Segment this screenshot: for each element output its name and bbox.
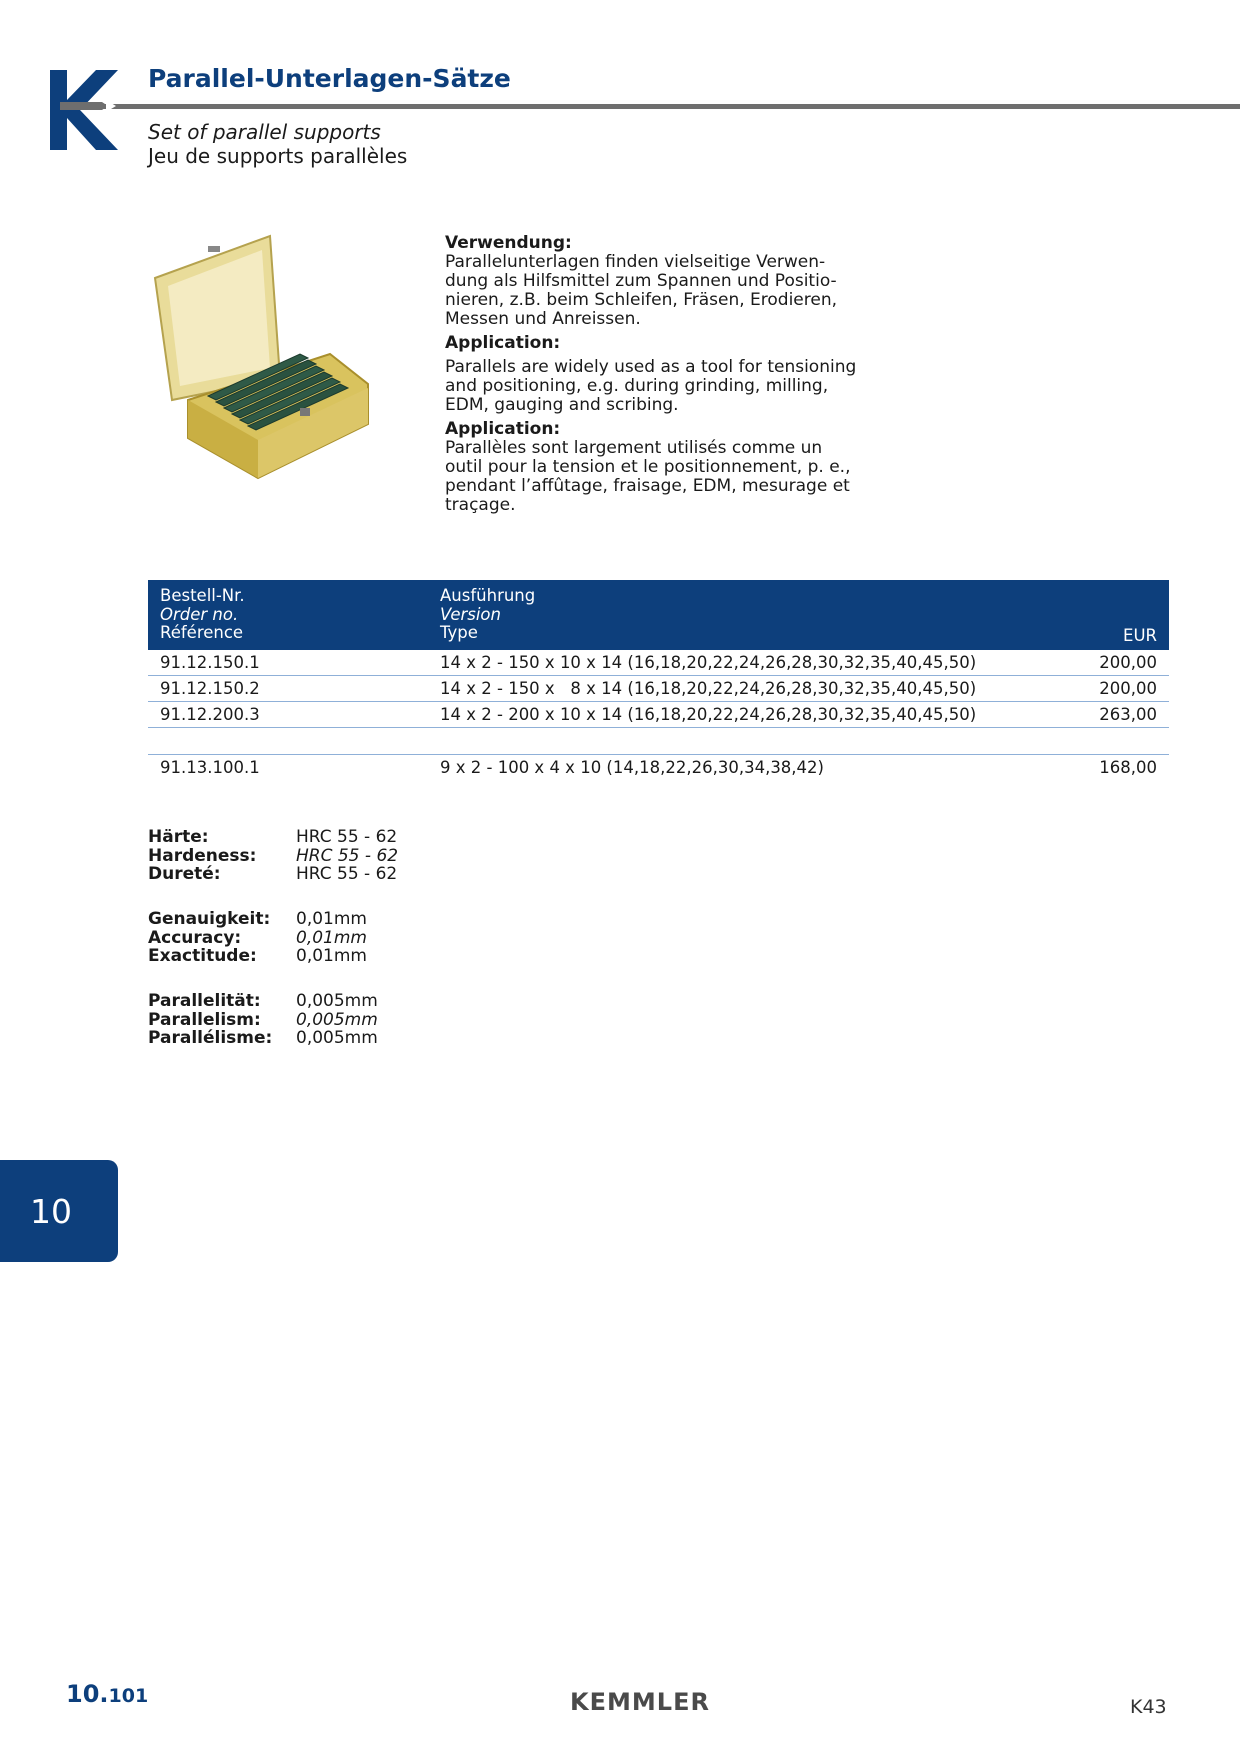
chapter-tab: 10 [0, 1160, 118, 1262]
page-number [66, 1680, 148, 1708]
table-spacer-row [148, 728, 1169, 755]
spec-value: HRC 55 - 62 [296, 827, 398, 847]
product-image-wooden-box [150, 228, 380, 484]
usage-text-de-1: Parallelunterlagen finden vielseitige Verwen- [445, 252, 826, 272]
logo-arrow-notch [60, 95, 120, 117]
price: 200,00 [1099, 679, 1157, 698]
usage-text-de-4: Messen und Anreissen. [445, 309, 641, 329]
spec-value: 0,01mm [296, 946, 367, 966]
spec-value: HRC 55 - 62 [296, 864, 398, 884]
page-subtitle-en: Set of parallel supports [148, 120, 381, 144]
header-currency: EUR [1123, 625, 1157, 645]
usage-text-de-2: dung als Hilfsmittel zum Spannen und Positio- [445, 271, 837, 291]
spec-label: Dureté: [148, 864, 221, 884]
spec-label: Accuracy: [148, 927, 242, 948]
header-version [440, 587, 535, 643]
table-row [148, 702, 1169, 728]
spec-value: 0,005mm [296, 1028, 378, 1048]
spec-label: Exactitude: [148, 946, 257, 966]
header-version-de: Ausführung [440, 586, 536, 605]
page-code: K43 [1130, 1696, 1167, 1718]
usage-text-en-1: Parallels are widely used as a tool for tensioning [445, 357, 857, 377]
version-spec: 9 x 2 - 100 x 4 x 10 (14,18,22,26,30,34,38,42) [440, 758, 824, 777]
spec-value: 0,01mm [296, 927, 367, 948]
spec-label: Härte: [148, 827, 209, 847]
order-number: 91.12.150.2 [160, 679, 260, 698]
version-spec: 14 x 2 - 150 x 8 x 14 (16,18,20,22,24,26,28,30,32,35,40,45,50) [440, 679, 977, 698]
usage-text-de-3: nieren, z.B. beim Schleifen, Fräsen, Erodieren, [445, 290, 838, 310]
spec-label: Parallelität: [148, 991, 261, 1011]
table-row [148, 676, 1169, 702]
usage-text-fr-4: traçage. [445, 495, 516, 515]
header-version-en: Version [440, 604, 501, 624]
product-table [148, 580, 1169, 781]
order-number: 91.12.200.3 [160, 705, 260, 724]
table-header [148, 580, 1169, 650]
spec-value: HRC 55 - 62 [296, 845, 399, 866]
price: 168,00 [1099, 758, 1157, 777]
page-number-major: 10. [66, 1680, 109, 1708]
usage-label-en: Application: [445, 333, 561, 353]
spec-label: Parallelism: [148, 1009, 261, 1030]
spec-value: 0,005mm [296, 1009, 378, 1030]
price: 200,00 [1099, 653, 1157, 672]
usage-text-en-2: and positioning, e.g. during grinding, milling, [445, 376, 829, 396]
usage-text-en-3: EDM, gauging and scribing. [445, 395, 679, 415]
page-title: Parallel-Unterlagen-Sätze [148, 64, 511, 93]
usage-label-de: Verwendung: [445, 233, 572, 253]
spec-value: 0,01mm [296, 909, 367, 929]
usage-text-fr-2: outil pour la tension et le positionnement, p. e., [445, 457, 851, 477]
page-subtitle-fr: Jeu de supports parallèles [148, 144, 408, 168]
spec-label: Parallélisme: [148, 1028, 273, 1048]
table-row [148, 755, 1169, 781]
header-order-fr: Référence [160, 623, 244, 642]
header-order-en: Order no. [160, 604, 239, 624]
page-number-minor: 101 [108, 1685, 149, 1707]
order-number: 91.13.100.1 [160, 758, 260, 777]
header-order-no [160, 587, 245, 643]
brand-logo: KEMMLER [570, 1688, 710, 1716]
usage-text-fr-1: Parallèles sont largement utilisés comme un [445, 438, 823, 458]
version-spec: 14 x 2 - 150 x 10 x 14 (16,18,20,22,24,26,28,30,32,35,40,45,50) [440, 653, 977, 672]
usage-label-fr: Application: [445, 419, 561, 439]
price: 263,00 [1099, 705, 1157, 724]
header-version-fr: Type [440, 623, 478, 642]
spec-label: Genauigkeit: [148, 909, 271, 929]
spec-label: Hardeness: [148, 845, 257, 866]
table-row [148, 650, 1169, 676]
spec-value: 0,005mm [296, 991, 378, 1011]
version-spec: 14 x 2 - 200 x 10 x 14 (16,18,20,22,24,26,28,30,32,35,40,45,50) [440, 705, 977, 724]
usage-text-fr-3: pendant l’affûtage, fraisage, EDM, mesurage et [445, 476, 850, 496]
description-block [445, 234, 900, 515]
header-order-de: Bestell-Nr. [160, 586, 245, 605]
header-rule [64, 104, 1240, 109]
order-number: 91.12.150.1 [160, 653, 260, 672]
